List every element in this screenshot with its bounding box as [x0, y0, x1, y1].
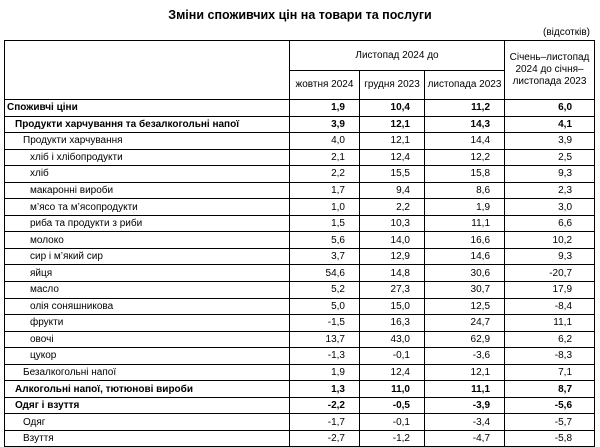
- table-row: [5, 364, 595, 381]
- cell-nov-2023: 30,6: [425, 265, 505, 282]
- cell-oct-2024: 3,7: [290, 248, 360, 265]
- cell-ytd: 6,2: [505, 331, 595, 348]
- row-label: овочі: [5, 331, 290, 348]
- cell-oct-2024: -2,7: [290, 430, 360, 447]
- cell-nov-2023: -4,7: [425, 430, 505, 447]
- cell-oct-2024: -1,5: [290, 315, 360, 332]
- header-nov-2023: листопада 2023: [425, 71, 505, 100]
- cell-dec-2023: 11,0: [360, 381, 425, 398]
- cell-oct-2024: 1,5: [290, 215, 360, 232]
- cell-ytd: 11,1: [505, 315, 595, 332]
- table-row: [5, 133, 595, 150]
- cell-oct-2024: 1,9: [290, 364, 360, 381]
- row-label: хліб: [5, 166, 290, 183]
- table-row: [5, 215, 595, 232]
- cell-ytd: -5,7: [505, 414, 595, 431]
- table-row: [5, 116, 595, 133]
- cell-nov-2023: 12,5: [425, 298, 505, 315]
- row-label: Споживчі ціни: [5, 100, 290, 117]
- cell-ytd: -8,4: [505, 298, 595, 315]
- cell-oct-2024: -2,2: [290, 397, 360, 414]
- table-row: [5, 199, 595, 216]
- cell-ytd: -8,3: [505, 348, 595, 365]
- cell-dec-2023: 14,0: [360, 232, 425, 249]
- table-row: [5, 381, 595, 398]
- cell-ytd: 3,0: [505, 199, 595, 216]
- cell-nov-2023: 11,1: [425, 215, 505, 232]
- table-row: [5, 166, 595, 183]
- cell-ytd: 2,5: [505, 149, 595, 166]
- cell-oct-2024: 1,3: [290, 381, 360, 398]
- cell-nov-2023: -3,6: [425, 348, 505, 365]
- cell-ytd: -5,6: [505, 397, 595, 414]
- cell-dec-2023: 9,4: [360, 182, 425, 199]
- cell-nov-2023: 12,1: [425, 364, 505, 381]
- cell-oct-2024: 13,7: [290, 331, 360, 348]
- cell-ytd: 10,2: [505, 232, 595, 249]
- row-label: цукор: [5, 348, 290, 365]
- cell-dec-2023: 2,2: [360, 199, 425, 216]
- table-row: [5, 282, 595, 299]
- row-label: Одяг і взуття: [5, 397, 290, 414]
- cell-dec-2023: -0,1: [360, 414, 425, 431]
- table-row: [5, 100, 595, 117]
- cell-dec-2023: 10,3: [360, 215, 425, 232]
- cell-nov-2023: 1,9: [425, 199, 505, 216]
- cell-oct-2024: 1,0: [290, 199, 360, 216]
- row-label: риба та продукти з риби: [5, 215, 290, 232]
- cell-dec-2023: 12,4: [360, 149, 425, 166]
- cell-nov-2023: 16,6: [425, 232, 505, 249]
- table-row: [5, 182, 595, 199]
- cell-oct-2024: 4,0: [290, 133, 360, 150]
- cell-oct-2024: 2,2: [290, 166, 360, 183]
- table-row: [5, 414, 595, 431]
- cell-oct-2024: 1,7: [290, 182, 360, 199]
- cell-ytd: 7,1: [505, 364, 595, 381]
- cell-nov-2023: 14,3: [425, 116, 505, 133]
- cell-nov-2023: 11,2: [425, 100, 505, 117]
- row-label: сир і м’який сир: [5, 248, 290, 265]
- header-dec-2023: грудня 2023: [360, 71, 425, 100]
- cell-dec-2023: 15,5: [360, 166, 425, 183]
- cell-dec-2023: 15,0: [360, 298, 425, 315]
- cell-ytd: 3,9: [505, 133, 595, 150]
- cell-dec-2023: 12,1: [360, 116, 425, 133]
- row-label: макаронні вироби: [5, 182, 290, 199]
- cell-dec-2023: 10,4: [360, 100, 425, 117]
- price-changes-table: [4, 40, 595, 447]
- cell-oct-2024: 3,9: [290, 116, 360, 133]
- cell-nov-2023: 30,7: [425, 282, 505, 299]
- cell-ytd: -20,7: [505, 265, 595, 282]
- row-label: Одяг: [5, 414, 290, 431]
- cell-ytd: 6,6: [505, 215, 595, 232]
- cell-nov-2023: 8,6: [425, 182, 505, 199]
- cell-dec-2023: 14,8: [360, 265, 425, 282]
- cell-oct-2024: 1,9: [290, 100, 360, 117]
- cell-oct-2024: 5,2: [290, 282, 360, 299]
- table-row: [5, 348, 595, 365]
- cell-oct-2024: 5,6: [290, 232, 360, 249]
- cell-nov-2023: -3,4: [425, 414, 505, 431]
- table-row: [5, 149, 595, 166]
- cell-oct-2024: 2,1: [290, 149, 360, 166]
- header-group: Листопад 2024 до: [290, 41, 505, 71]
- cell-nov-2023: 15,8: [425, 166, 505, 183]
- cell-dec-2023: -1,2: [360, 430, 425, 447]
- cell-dec-2023: 16,3: [360, 315, 425, 332]
- row-label: масло: [5, 282, 290, 299]
- row-label: Продукти харчування та безалкогольні напої: [5, 116, 290, 133]
- cell-ytd: 17,9: [505, 282, 595, 299]
- cell-ytd: 9,3: [505, 166, 595, 183]
- row-label: олія соняшникова: [5, 298, 290, 315]
- table-title: Зміни споживчих цін на товари та послуги: [168, 8, 432, 22]
- cell-ytd: 6,0: [505, 100, 595, 117]
- table-row: [5, 430, 595, 447]
- row-label: м’ясо та м’ясопродукти: [5, 199, 290, 216]
- row-label: молоко: [5, 232, 290, 249]
- cell-dec-2023: 27,3: [360, 282, 425, 299]
- cell-ytd: -5,8: [505, 430, 595, 447]
- table-row: [5, 315, 595, 332]
- table-row: [5, 298, 595, 315]
- cell-nov-2023: 14,4: [425, 133, 505, 150]
- cell-nov-2023: -3,9: [425, 397, 505, 414]
- cell-nov-2023: 14,6: [425, 248, 505, 265]
- cell-dec-2023: 12,9: [360, 248, 425, 265]
- row-label: яйця: [5, 265, 290, 282]
- table-row: [5, 248, 595, 265]
- cell-oct-2024: 5,0: [290, 298, 360, 315]
- cell-dec-2023: -0,1: [360, 348, 425, 365]
- cell-dec-2023: 12,1: [360, 133, 425, 150]
- header-ytd: Січень–листопад 2024 до січня–листопада 2023: [505, 41, 595, 100]
- cell-dec-2023: 43,0: [360, 331, 425, 348]
- row-label: Продукти харчування: [5, 133, 290, 150]
- cell-nov-2023: 11,1: [425, 381, 505, 398]
- unit-label: (відсотків): [543, 27, 590, 38]
- cell-dec-2023: -0,5: [360, 397, 425, 414]
- cell-oct-2024: 54,6: [290, 265, 360, 282]
- header-oct-2024: жовтня 2024: [290, 71, 360, 100]
- table-row: [5, 265, 595, 282]
- cell-nov-2023: 62,9: [425, 331, 505, 348]
- header-blank: [5, 41, 290, 100]
- cell-ytd: 8,7: [505, 381, 595, 398]
- table-row: [5, 232, 595, 249]
- row-label: Алкогольні напої, тютюнові вироби: [5, 381, 290, 398]
- row-label: Взуття: [5, 430, 290, 447]
- table-row: [5, 397, 595, 414]
- row-label: Безалкогольні напої: [5, 364, 290, 381]
- cell-nov-2023: 24,7: [425, 315, 505, 332]
- cell-dec-2023: 12,4: [360, 364, 425, 381]
- cell-oct-2024: -1,3: [290, 348, 360, 365]
- row-label: фрукти: [5, 315, 290, 332]
- cell-ytd: 9,3: [505, 248, 595, 265]
- cell-nov-2023: 12,2: [425, 149, 505, 166]
- cell-ytd: 4,1: [505, 116, 595, 133]
- cell-oct-2024: -1,7: [290, 414, 360, 431]
- cell-ytd: 2,3: [505, 182, 595, 199]
- row-label: хліб і хлібопродукти: [5, 149, 290, 166]
- table-row: [5, 331, 595, 348]
